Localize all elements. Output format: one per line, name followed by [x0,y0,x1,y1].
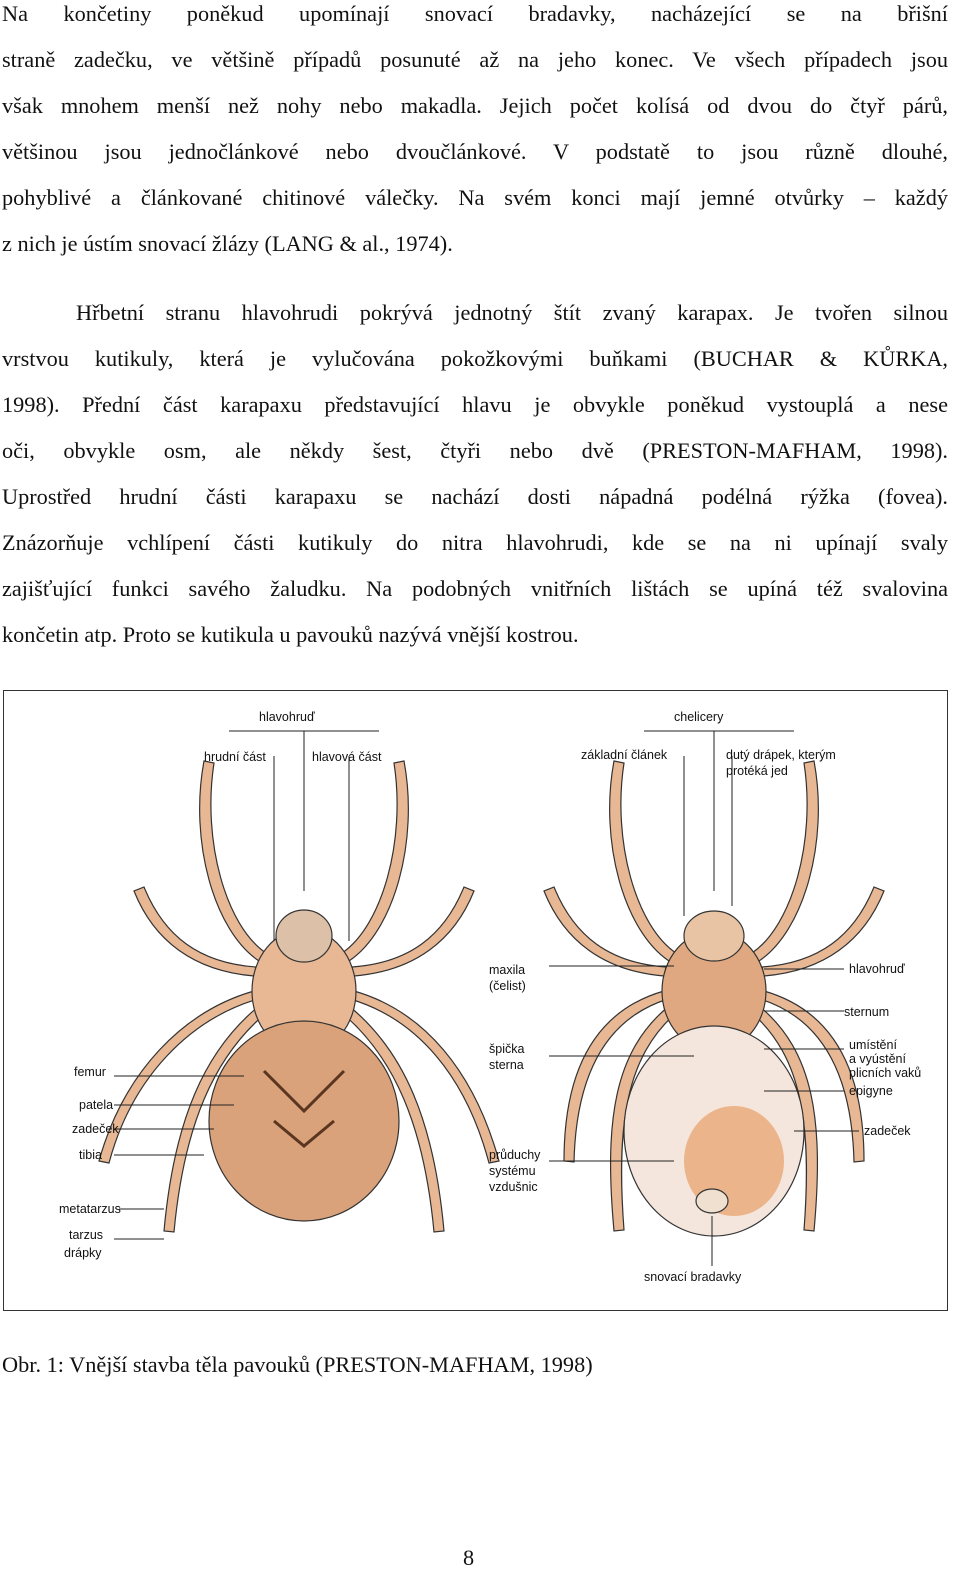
label-hlavova-cast: hlavová část [312,750,382,764]
text-line: z nich je ústím snovací žlázy (LANG & al., 1974). [2,231,453,256]
label-tarzus: tarzus [69,1228,104,1242]
text-line: zajišťující funkci savého žaludku. Na podobných vnitřních lištách se upíná též svalovina [2,576,948,601]
label-chelicery: chelicery [674,710,724,724]
text-line: oči, obvykle osm, ale někdy šest, čtyři nebo dvě (PRESTON-MAFHAM, 1998). [2,438,948,463]
dorsal-spider [99,761,499,1232]
label-umisteni-1: umístění [849,1038,897,1052]
label-pruduchy-2: systému [489,1164,536,1178]
label-zakladni-clanek: základní článek [581,748,668,762]
text-line: pohyblivé a článkované chitinové válečky. Na svém konci mají jemné otvůrky – každý [2,185,948,210]
text-line: Na končetiny poněkud upomínají snovací bradavky, nacházející se na břišní [2,1,948,26]
label-duty-drapek-1: dutý drápek, kterým [726,748,836,762]
text-line: však mnohem menší než nohy nebo makadla. Jejich počet kolísá od dvou do čtyř párů, [2,93,948,118]
text-line: straně zadečku, ve většině případů posunuté až na jeho konec. Ve všech případech jsou [2,47,948,72]
spider-anatomy-figure [3,690,948,1311]
text-line: Uprostřed hrudní části karapaxu se nachází dosti nápadná podélná rýžka (fovea). [2,484,948,509]
label-umisteni-2: a vyústění [849,1052,906,1066]
label-maxila-2: (čelist) [489,979,526,993]
label-snovaci-bradavky: snovací bradavky [644,1270,742,1284]
paragraph-carapace [2,290,948,658]
label-patela: patela [79,1098,114,1112]
text-line: vrstvou kutikuly, která je vylučována pokožkovými buňkami (BUCHAR & KŮRKA, [2,346,948,371]
label-hrudni-cast: hrudní část [204,750,266,764]
label-hlavohrud: hlavohruď [259,710,315,724]
label-zadecek-right: zadeček [864,1124,911,1138]
text-line: končetin atp. Proto se kutikula u pavouků nazývá vnější kostrou. [2,622,579,647]
label-spicka-1: špička [489,1042,525,1056]
label-femur: femur [74,1065,106,1079]
text-line: 1998). Přední část karapaxu představující hlavu je obvykle poněkud vystouplá a nese [2,392,948,417]
label-pruduchy-1: průduchy [489,1148,541,1162]
label-maxila-1: maxila [489,963,526,977]
label-tibia: tibia [79,1148,102,1162]
label-pruduchy-3: vzdušnic [489,1180,538,1194]
text-line: Hřbetní stranu hlavohrudi pokrývá jednotný štít zvaný karapax. Je tvořen silnou [76,300,948,325]
label-umisteni-3: plicních vaků [849,1066,922,1080]
text-line: Znázorňuje vchlípení části kutikuly do nitra hlavohrudi, kde se na ni upínají svaly [2,530,948,555]
label-spicka-2: sterna [489,1058,524,1072]
label-drapky: drápky [64,1246,102,1260]
label-hlavohrud-right: hlavohruď [849,962,905,976]
text-line: většinou jsou jednočlánkové nebo dvoučlánkové. V podstatě to jsou různě dlouhé, [2,139,948,164]
paragraph-spinnerets [2,0,948,267]
spider-anatomy-illustration [4,691,947,1310]
label-zadecek-left: zadeček [72,1122,119,1136]
figure-caption: Obr. 1: Vnější stavba těla pavouků (PRESTON-MAFHAM, 1998) [2,1352,593,1377]
label-epigyne: epigyne [849,1084,893,1098]
page-number: 8 [463,1545,475,1570]
label-sternum: sternum [844,1005,890,1019]
label-metatarzus: metatarzus [59,1202,121,1216]
label-duty-drapek-2: protéká jed [726,764,788,778]
